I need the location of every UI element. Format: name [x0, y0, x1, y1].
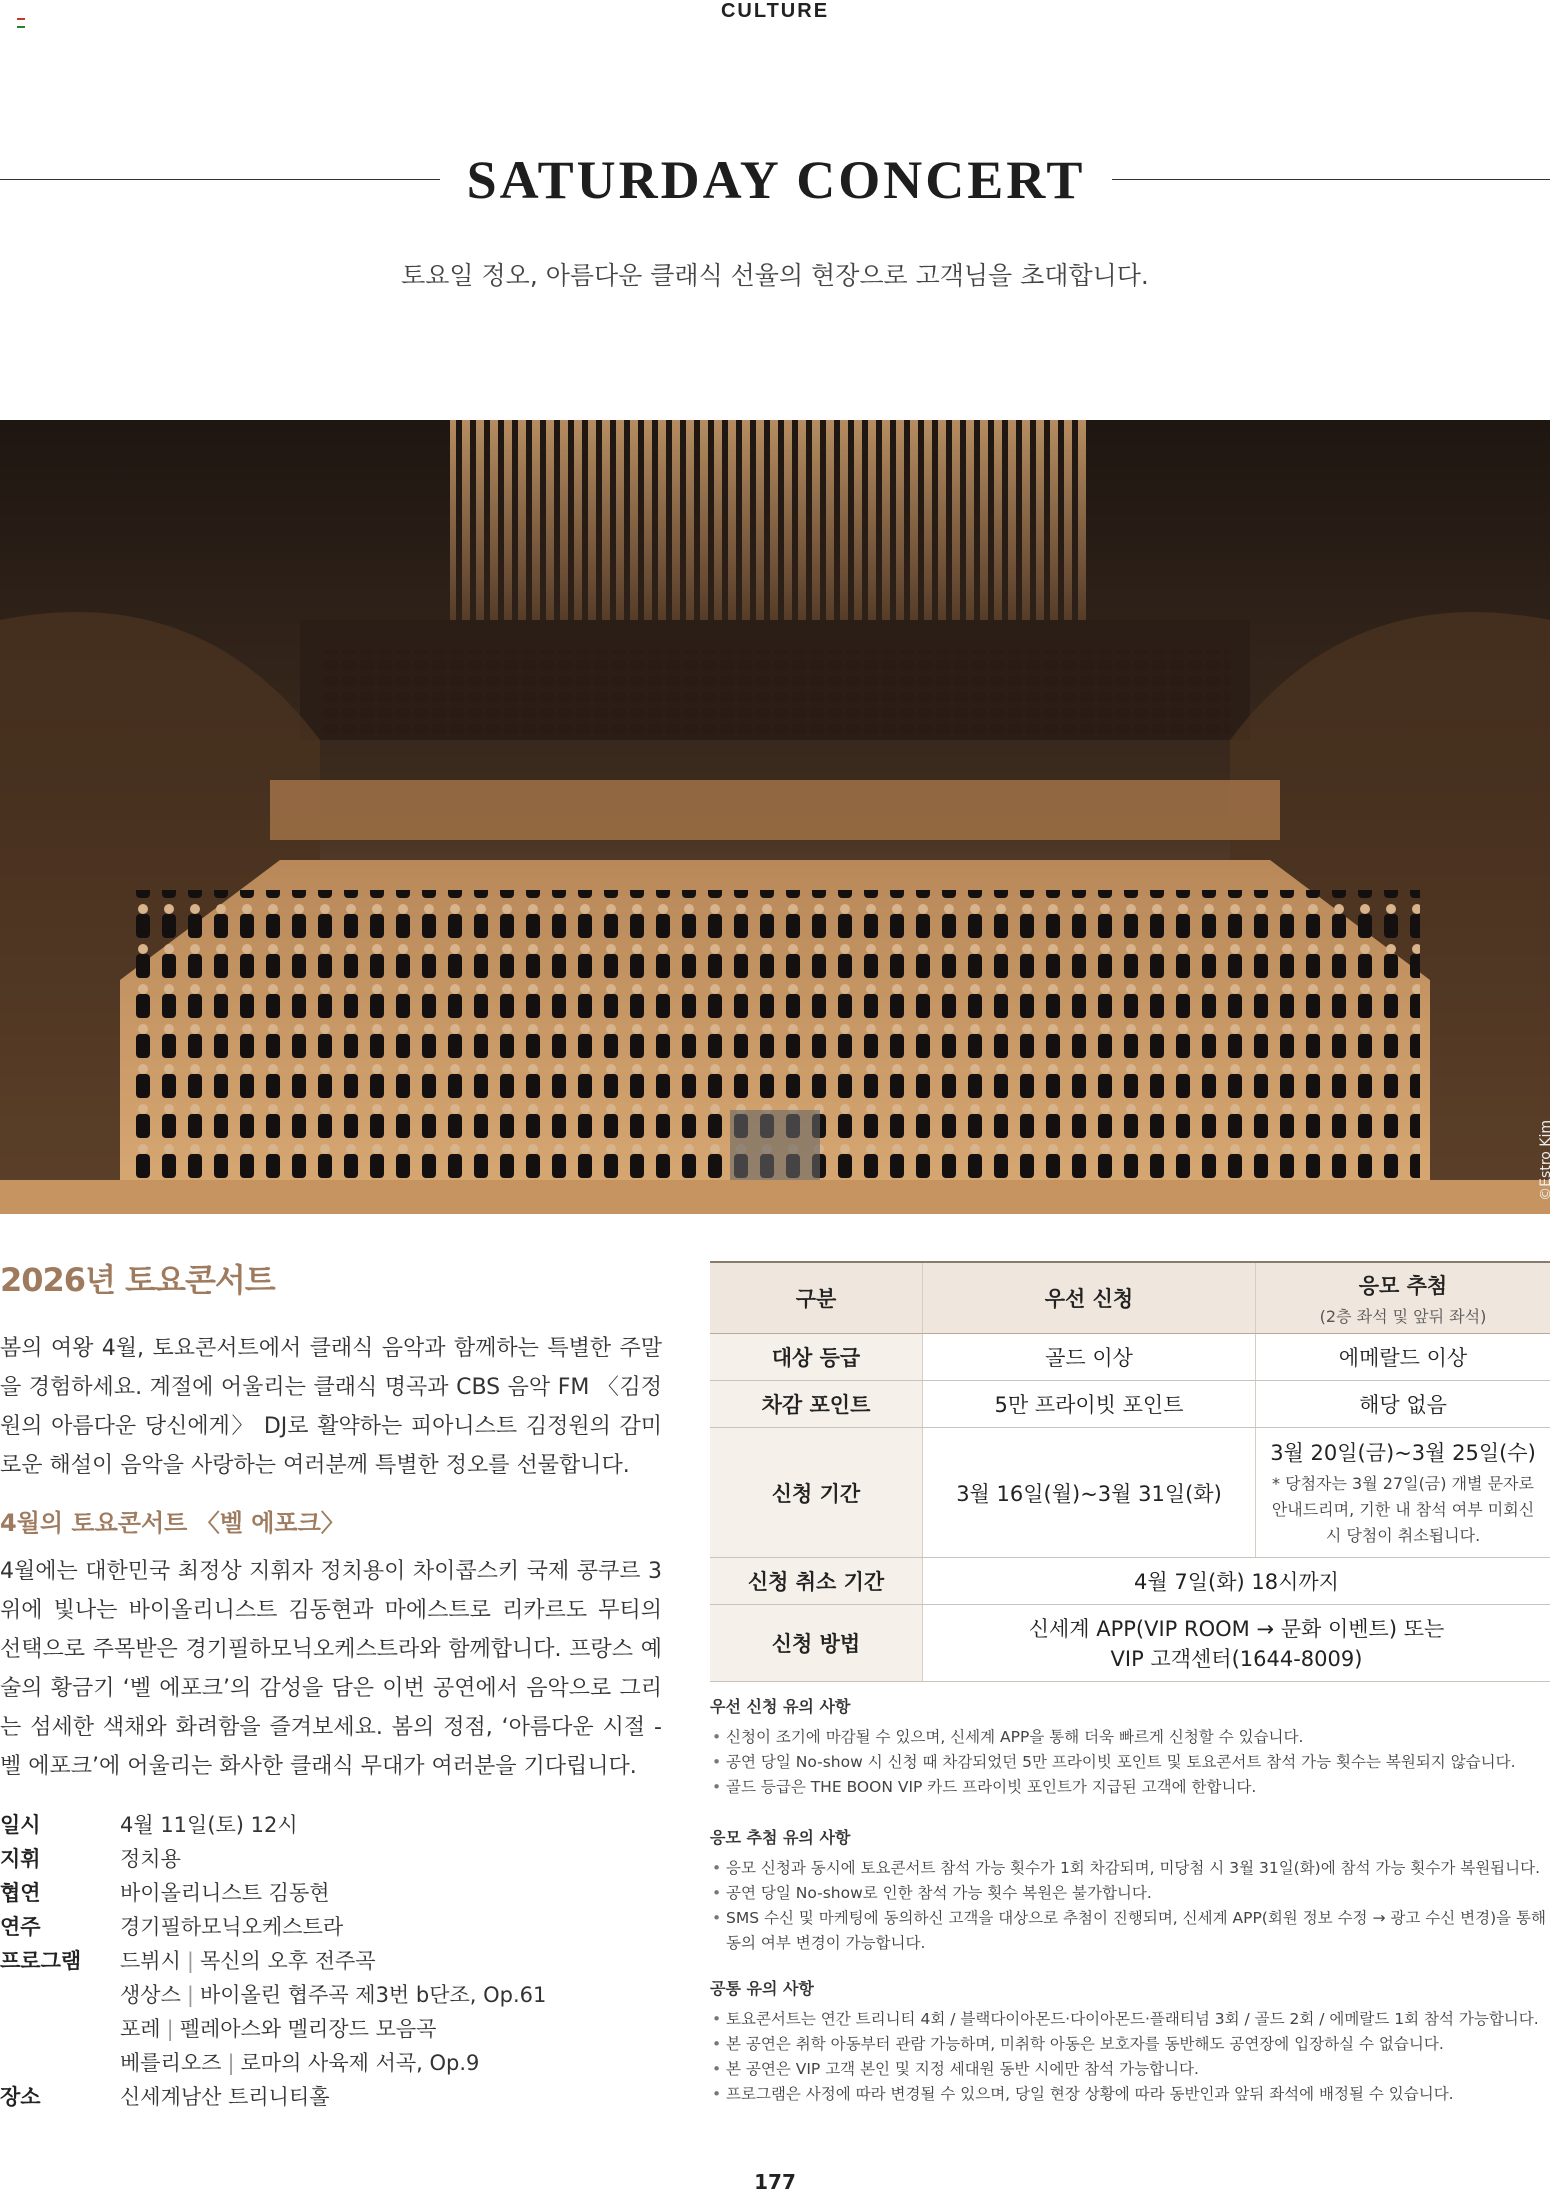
- note-item: • 공연 당일 No-show로 인한 참석 가능 횟수 복원은 불가합니다.: [710, 1881, 1550, 1906]
- cell-apply-method: [923, 1605, 1551, 1682]
- row-label: 대상 등급: [710, 1334, 923, 1381]
- program-list: [120, 1944, 546, 2080]
- detail-row: [0, 1876, 662, 1910]
- table-row: [710, 1605, 1550, 1682]
- program-work: 목신의 오후 전주곡: [199, 1949, 376, 1973]
- detail-label: 프로그램: [0, 1949, 82, 1973]
- detail-row: [0, 1808, 662, 1842]
- program-composer: 베를리오즈: [120, 2051, 222, 2075]
- detail-venue: 신세계남산 트리니티홀: [120, 2085, 330, 2109]
- note-item: • 골드 등급은 THE BOON VIP 카드 프라이빗 포인트가 지급된 고객에 한합니다.: [710, 1775, 1550, 1800]
- cell-lottery: [1256, 1428, 1551, 1558]
- cell-cancel-period: 4월 7일(화) 18시까지: [923, 1558, 1551, 1605]
- program-item: [120, 2046, 546, 2080]
- apply-method-line: VIP 고객센터(1644-8009): [1110, 1647, 1363, 1671]
- notes-title: 응모 추첨 유의 사항: [710, 1828, 851, 1847]
- detail-soloist: 바이올리니스트 김동현: [120, 1881, 330, 1905]
- detail-date: 4월 11일(토) 12시: [120, 1813, 298, 1837]
- cell-priority: 5만 프라이빗 포인트: [923, 1381, 1256, 1428]
- detail-label: 일시: [0, 1813, 41, 1837]
- header-category: 구분: [710, 1262, 923, 1334]
- header-priority: 우선 신청: [923, 1262, 1256, 1334]
- notes-list: [710, 1725, 1550, 1800]
- program-separator: |: [186, 1949, 194, 1973]
- notes-title: 우선 신청 유의 사항: [710, 1697, 851, 1716]
- detail-conductor: 정치용: [120, 1847, 181, 1871]
- header-lottery-sub: (2층 좌석 및 앞뒤 좌석): [1319, 1306, 1487, 1326]
- article-subheading: 4월의 토요콘서트 〈벨 에포크〉: [0, 1509, 345, 1537]
- program-separator: |: [186, 1983, 194, 2007]
- header-lottery: [1256, 1262, 1551, 1334]
- title-row: [0, 148, 1550, 212]
- table-row: [710, 1558, 1550, 1605]
- program-work: 로마의 사육제 서곡, Op.9: [240, 2051, 480, 2075]
- row-label: 신청 기간: [710, 1428, 923, 1558]
- note-item: • 신청이 조기에 마감될 수 있으며, 신세계 APP을 통해 더욱 빠르게 신청할 수 있습니다.: [710, 1725, 1550, 1750]
- article-heading: 2026년 토요콘서트: [0, 1261, 275, 1299]
- detail-label: 지휘: [0, 1847, 41, 1871]
- cell-lottery: 에메랄드 이상: [1256, 1334, 1551, 1381]
- cell-priority: 3월 16일(월)~3월 31일(화): [923, 1428, 1256, 1558]
- table-row: [710, 1428, 1550, 1558]
- article: [0, 1255, 662, 2114]
- row-label: 신청 방법: [710, 1605, 923, 1682]
- program-separator: |: [227, 2051, 235, 2075]
- lottery-period: 3월 20일(금)~3월 25일(수): [1270, 1440, 1536, 1465]
- note-item: • SMS 수신 및 마케팅에 동의하신 고객을 대상으로 추첨이 진행되며, 신세계 APP(회원 정보 수정 → 광고 수신 변경)을 통해 동의 여부 변경이 가능합니다.: [710, 1906, 1550, 1956]
- article-body: 4월에는 대한민국 최정상 지휘자 정치용이 차이콥스키 국제 콩쿠르 3위에 빛나는 바이올리니스트 김동현과 마에스트로 리카르도 무티의 선택으로 주목받은 경기필하모닉오케스트라와 함께합니다. 프랑스 예술의 황금기 ‘벨 에포크’의 감성을 담은 이번 공연에서 음악으로 그리는 섬세한 색채와 화려함을 즐겨보세요. 봄의 정점, ‘아름다운 시절 - 벨 에포크’에 어울리는 화사한 클래식 무대가 여러분을 기다립니다.: [0, 1559, 662, 1779]
- cell-priority: 골드 이상: [923, 1334, 1256, 1381]
- title-rule-left: [0, 179, 440, 180]
- row-label: 차감 포인트: [710, 1381, 923, 1428]
- table-header-row: [710, 1262, 1550, 1334]
- orchestra-photo: [0, 420, 1550, 1214]
- lottery-notes: [710, 1825, 1550, 1956]
- application-table-grid: [710, 1261, 1550, 1682]
- header-lottery-label: 응모 추첨: [1358, 1273, 1448, 1298]
- concert-hall-illustration: [0, 420, 1550, 1214]
- application-table: [710, 1261, 1550, 1682]
- program-composer: 포레: [120, 2017, 161, 2041]
- detail-label: 협연: [0, 1881, 41, 1905]
- program-item: [120, 1944, 546, 1978]
- notes-list: [710, 2007, 1550, 2107]
- page-title: SATURDAY CONCERT: [466, 150, 1086, 210]
- cell-lottery: 해당 없음: [1256, 1381, 1551, 1428]
- photo-credit: ©Estro Kim: [1538, 1120, 1554, 1201]
- apply-method-line: 신세계 APP(VIP ROOM → 문화 이벤트) 또는: [1028, 1617, 1445, 1641]
- program-work: 펠레아스와 멜리장드 모음곡: [179, 2017, 437, 2041]
- notes-title: 공통 유의 사항: [710, 1979, 814, 1998]
- program-work: 바이올린 협주곡 제3번 b단조, Op.61: [199, 1983, 547, 2007]
- page-subtitle: 토요일 정오, 아름다운 클래식 선율의 현장으로 고객님을 초대합니다.: [401, 261, 1149, 290]
- table-row: [710, 1334, 1550, 1381]
- note-item: • 공연 당일 No-show 시 신청 때 차감되었던 5만 프라이빗 포인트 및 토요콘서트 참석 가능 횟수는 복원되지 않습니다.: [710, 1750, 1550, 1775]
- note-item: • 프로그램은 사정에 따라 변경될 수 있으며, 당일 현장 상황에 따라 동반인과 앞뒤 좌석에 배정될 수 있습니다.: [710, 2082, 1550, 2107]
- program-item: [120, 2012, 546, 2046]
- concert-details: [0, 1808, 662, 2114]
- detail-label: 장소: [0, 2085, 41, 2109]
- row-label: 신청 취소 기간: [710, 1558, 923, 1605]
- common-notes: [710, 1976, 1550, 2107]
- program-composer: 생상스: [120, 1983, 181, 2007]
- note-item: • 본 공연은 취학 아동부터 관람 가능하며, 미취학 아동은 보호자를 동반해도 공연장에 입장하실 수 없습니다.: [710, 2032, 1550, 2057]
- article-intro: 봄의 여왕 4월, 토요콘서트에서 클래식 음악과 함께하는 특별한 주말을 경험하세요. 계절에 어울리는 클래식 명곡과 CBS 음악 FM 〈김정원의 아름다운 당신에게〉 DJ로 활약하는 피아니스트 김정원의 감미로운 해설이 음악을 사랑하는 여러분께 특별한 정오를 선물합니다.: [0, 1336, 662, 1478]
- program-item: [120, 1978, 546, 2012]
- priority-notes: [710, 1694, 1550, 1800]
- detail-row: [0, 1944, 662, 2080]
- note-item: • 토요콘서트는 연간 트리니티 4회 / 블랙다이아몬드·다이아몬드·플래티넘 3회 / 골드 2회 / 에메랄드 1회 참석 가능합니다.: [710, 2007, 1550, 2032]
- detail-label: 연주: [0, 1915, 41, 1939]
- table-row: [710, 1381, 1550, 1428]
- program-separator: |: [166, 2017, 174, 2041]
- detail-row: [0, 2080, 662, 2114]
- detail-row: [0, 1910, 662, 1944]
- note-item: • 본 공연은 VIP 고객 본인 및 지정 세대원 동반 시에만 참석 가능합니다.: [710, 2057, 1550, 2082]
- page-number: 177: [754, 2170, 796, 2194]
- title-rule-right: [1112, 179, 1550, 180]
- notes-list: [710, 1856, 1550, 1956]
- detail-row: [0, 1842, 662, 1876]
- detail-orchestra: 경기필하모닉오케스트라: [120, 1915, 344, 1939]
- lottery-note: * 당첨자는 3월 27일(금) 개별 문자로 안내드리며, 기한 내 참석 여부 미회신 시 당첨이 취소됩니다.: [1271, 1473, 1535, 1545]
- note-item: • 응모 신청과 동시에 토요콘서트 참석 가능 횟수가 1회 차감되며, 미당첨 시 3월 31일(화)에 참석 가능 횟수가 복원됩니다.: [710, 1856, 1550, 1881]
- section-label: CULTURE: [720, 0, 830, 22]
- program-composer: 드뷔시: [120, 1949, 181, 1973]
